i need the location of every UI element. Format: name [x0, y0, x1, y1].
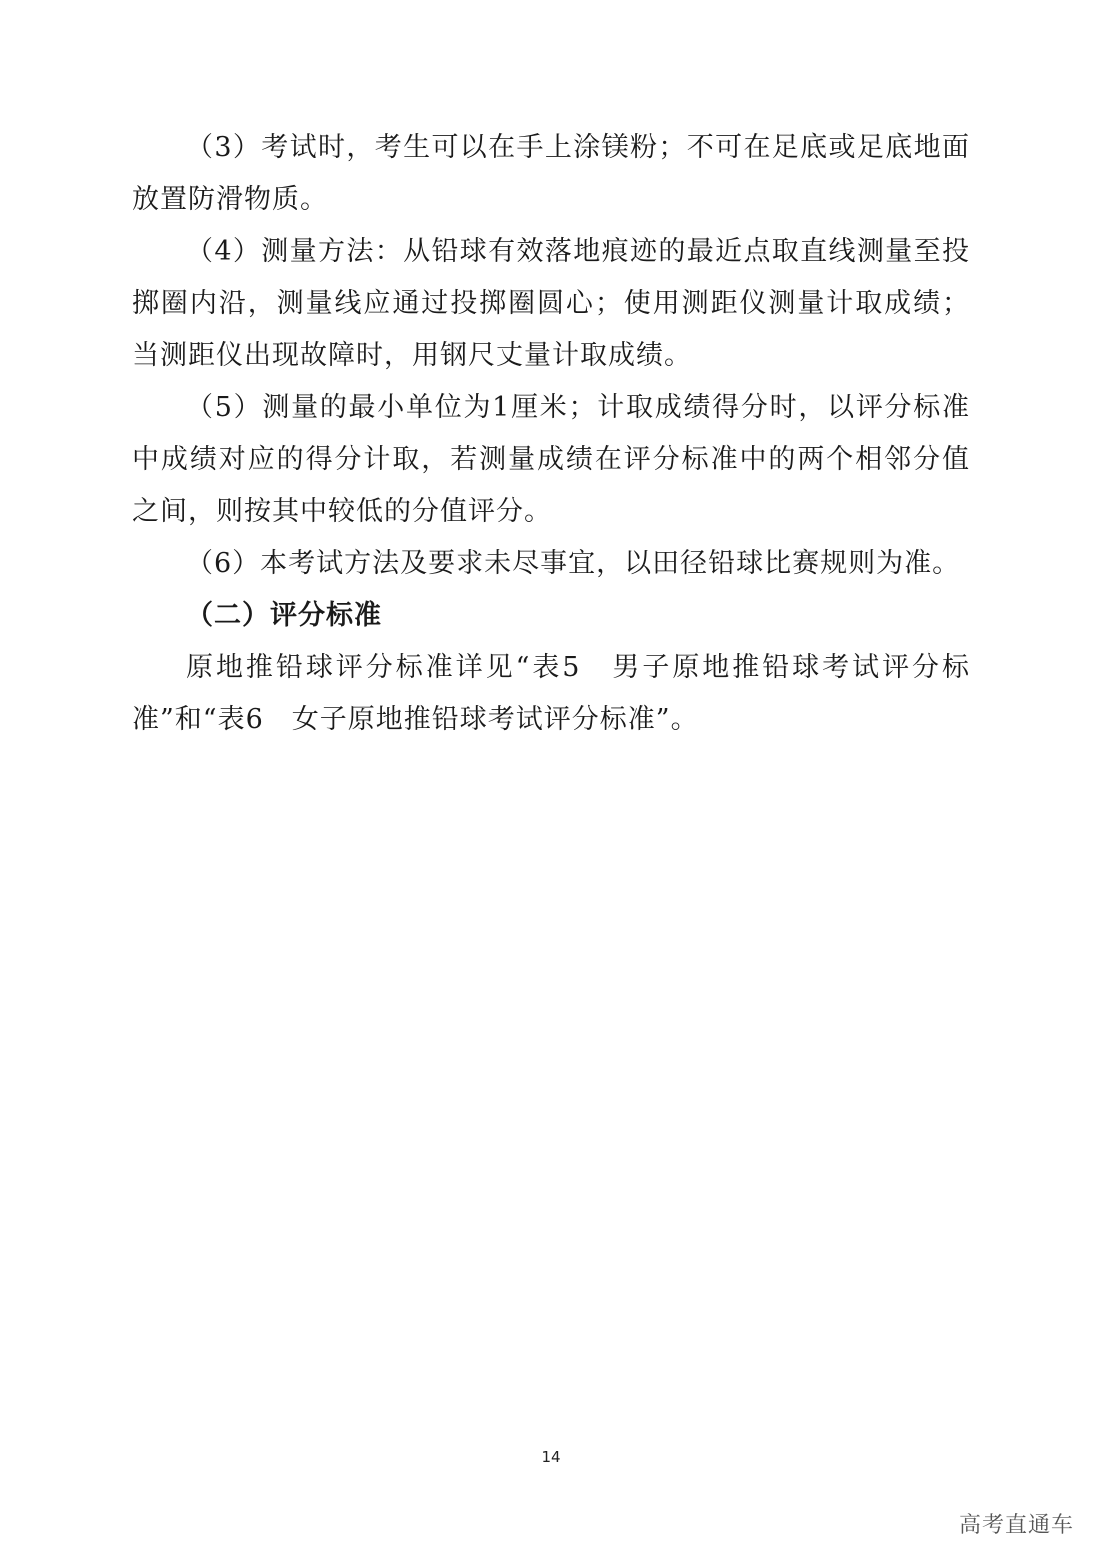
paragraph-scoring-reference: 原地推铅球评分标准详见“表5 男子原地推铅球考试评分标准”和“表6 女子原地推铅球考试评分标准”。 — [132, 652, 970, 735]
document-body — [132, 122, 970, 746]
watermark: 高考直通车 — [958, 1513, 1074, 1538]
section-heading: （二）评分标准 — [186, 600, 382, 631]
paragraph-rule-4: （4）测量方法：从铅球有效落地痕迹的最近点取直线测量至投掷圈内沿，测量线应通过投掷圈圆心；使用测距仪测量计取成绩；当测距仪出现故障时，用钢尺丈量计取成绩。 — [132, 236, 970, 371]
paragraph-rule-5: （5）测量的最小单位为1厘米；计取成绩得分时，以评分标准中成绩对应的得分计取，若测量成绩在评分标准中的两个相邻分值之间，则按其中较低的分值评分。 — [132, 392, 970, 527]
paragraph-rule-3: （3）考试时，考生可以在手上涂镁粉；不可在足底或足底地面放置防滑物质。 — [132, 132, 970, 215]
paragraph-rule-6: （6）本考试方法及要求未尽事宜，以田径铅球比赛规则为准。 — [186, 548, 961, 579]
page-number: 14 — [541, 1448, 561, 1466]
